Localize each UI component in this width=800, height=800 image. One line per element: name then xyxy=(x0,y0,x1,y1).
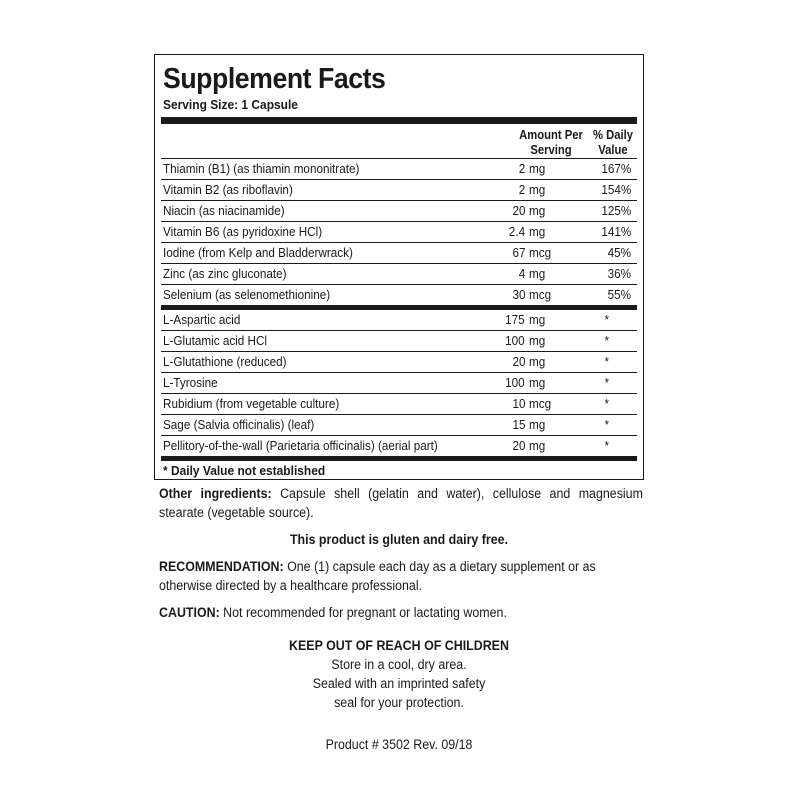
ingredient-unit: mg xyxy=(529,203,546,218)
ingredient-amount: 100 xyxy=(505,333,525,348)
ingredient-daily-value: * xyxy=(604,438,609,453)
keep-out-of-reach-heading: KEEP OUT OF REACH OF CHILDREN xyxy=(289,638,509,653)
ingredient-amount: 67 xyxy=(511,245,525,260)
ingredient-name: Zinc (as zinc gluconate) xyxy=(163,266,287,281)
recommendation-paragraph xyxy=(159,557,643,595)
ingredient-unit: mg xyxy=(529,182,546,197)
ingredient-unit: mcg xyxy=(529,396,552,411)
ingredient-unit: mg xyxy=(529,224,546,239)
ingredient-amount: 20 xyxy=(511,203,525,218)
storage-line-3: seal for your protection. xyxy=(334,695,464,710)
ingredient-name: Niacin (as niacinamide) xyxy=(163,203,285,218)
ingredient-unit: mg xyxy=(529,417,546,432)
caution-paragraph xyxy=(159,603,643,622)
ingredient-daily-value: 36% xyxy=(607,266,631,281)
ingredient-unit: mg xyxy=(529,438,546,453)
facts-title: Supplement Facts xyxy=(163,63,386,95)
daily-value-header xyxy=(588,128,638,158)
ingredient-amount: 20 xyxy=(511,354,525,369)
ingredient-amount: 100 xyxy=(505,375,525,390)
ingredient-daily-value: * xyxy=(604,333,609,348)
top-divider-bar xyxy=(161,117,637,124)
table-row xyxy=(161,264,637,285)
ingredient-daily-value: 167% xyxy=(601,161,631,176)
storage-line-2: Sealed with an imprinted safety xyxy=(312,676,486,691)
dv-header-line2: Value xyxy=(598,143,628,157)
ingredient-name: Vitamin B2 (as riboflavin) xyxy=(163,182,293,197)
other-ingredients-label: Other ingredients: xyxy=(159,486,272,501)
other-ingredients-paragraph xyxy=(159,484,643,522)
ingredient-unit: mcg xyxy=(529,287,552,302)
table-row xyxy=(161,159,637,180)
dv-header-line1: % Daily xyxy=(592,128,634,142)
recommendation-label: RECOMMENDATION: xyxy=(159,559,284,574)
ingredient-unit: mg xyxy=(529,375,546,390)
storage-instructions xyxy=(154,636,644,712)
ingredient-amount: 175 xyxy=(505,312,525,327)
gluten-dairy-free-statement xyxy=(154,530,644,549)
ingredient-daily-value: 125% xyxy=(601,203,631,218)
ingredient-daily-value: * xyxy=(604,417,609,432)
table-row xyxy=(161,373,637,394)
table-row xyxy=(161,285,637,305)
ingredient-name: Sage (Salvia officinalis) (leaf) xyxy=(163,417,315,432)
ingredient-amount: 2.4 xyxy=(508,224,525,239)
table-row xyxy=(161,331,637,352)
ingredient-name: Rubidium (from vegetable culture) xyxy=(163,396,340,411)
ingredient-unit: mg xyxy=(529,354,546,369)
ingredient-unit: mcg xyxy=(529,245,552,260)
amount-header-line1: Amount Per xyxy=(519,128,583,142)
ingredient-amount: 15 xyxy=(511,417,525,432)
ingredient-amount: 30 xyxy=(511,287,525,302)
product-code xyxy=(154,735,644,754)
ingredient-amount: 2 xyxy=(518,182,525,197)
other-ingredients-text: Capsule shell (gelatin and water), cellulose and magnesium stearate (vegetable source). xyxy=(159,486,643,520)
table-row xyxy=(161,352,637,373)
caution-label: CAUTION: xyxy=(159,605,220,620)
ingredient-amount: 4 xyxy=(518,266,525,281)
daily-value-footnote: * Daily Value not established xyxy=(163,463,326,478)
ingredient-daily-value: * xyxy=(604,375,609,390)
table-row xyxy=(161,243,637,264)
ingredient-daily-value: 45% xyxy=(607,245,631,260)
recommendation-text: One (1) capsule each day as a dietary supplement or as otherwise directed by a healthcare professional. xyxy=(159,559,596,593)
ingredient-unit: mg xyxy=(529,333,546,348)
ingredient-name: L-Glutamic acid HCl xyxy=(163,333,268,348)
storage-line-1: Store in a cool, dry area. xyxy=(331,657,467,672)
table-row xyxy=(161,201,637,222)
ingredient-name: Thiamin (B1) (as thiamin mononitrate) xyxy=(163,161,360,176)
supplement-facts-panel xyxy=(154,54,644,480)
ingredient-daily-value: * xyxy=(604,354,609,369)
ingredient-daily-value: 141% xyxy=(601,224,631,239)
ingredient-amount: 20 xyxy=(511,438,525,453)
ingredient-daily-value: 154% xyxy=(601,182,631,197)
serving-size: Serving Size: 1 Capsule xyxy=(163,97,298,112)
ingredient-unit: mg xyxy=(529,266,546,281)
table-row xyxy=(161,394,637,415)
ingredient-unit: mg xyxy=(529,312,546,327)
vitamin-mineral-rows xyxy=(161,159,637,305)
amount-per-serving-header xyxy=(506,128,596,158)
table-row xyxy=(161,180,637,201)
ingredient-amount: 2 xyxy=(518,161,525,176)
table-row xyxy=(161,436,637,456)
ingredient-daily-value: * xyxy=(604,312,609,327)
caution-text: Not recommended for pregnant or lactating women. xyxy=(219,605,507,620)
ingredient-amount: 10 xyxy=(511,396,525,411)
column-header-row xyxy=(161,124,637,159)
ingredient-name: L-Glutathione (reduced) xyxy=(163,354,287,369)
ingredient-name: Vitamin B6 (as pyridoxine HCl) xyxy=(163,224,323,239)
gluten-free-text: This product is gluten and dairy free. xyxy=(289,532,509,547)
table-row xyxy=(161,222,637,243)
other-ingredient-rows xyxy=(161,310,637,456)
ingredient-daily-value: * xyxy=(604,396,609,411)
ingredient-name: L-Tyrosine xyxy=(163,375,218,390)
ingredient-daily-value: 55% xyxy=(607,287,631,302)
table-row xyxy=(161,415,637,436)
table-row xyxy=(161,310,637,331)
ingredient-unit: mg xyxy=(529,161,546,176)
ingredient-name: L-Aspartic acid xyxy=(163,312,241,327)
ingredient-name: Pellitory-of-the-wall (Parietaria officinalis) (aerial part) xyxy=(163,438,438,453)
ingredient-name: Iodine (from Kelp and Bladderwrack) xyxy=(163,245,353,260)
amount-header-line2: Serving xyxy=(530,143,572,157)
ingredient-name: Selenium (as selenomethionine) xyxy=(163,287,331,302)
product-number-revision: Product # 3502 Rev. 09/18 xyxy=(325,737,473,752)
